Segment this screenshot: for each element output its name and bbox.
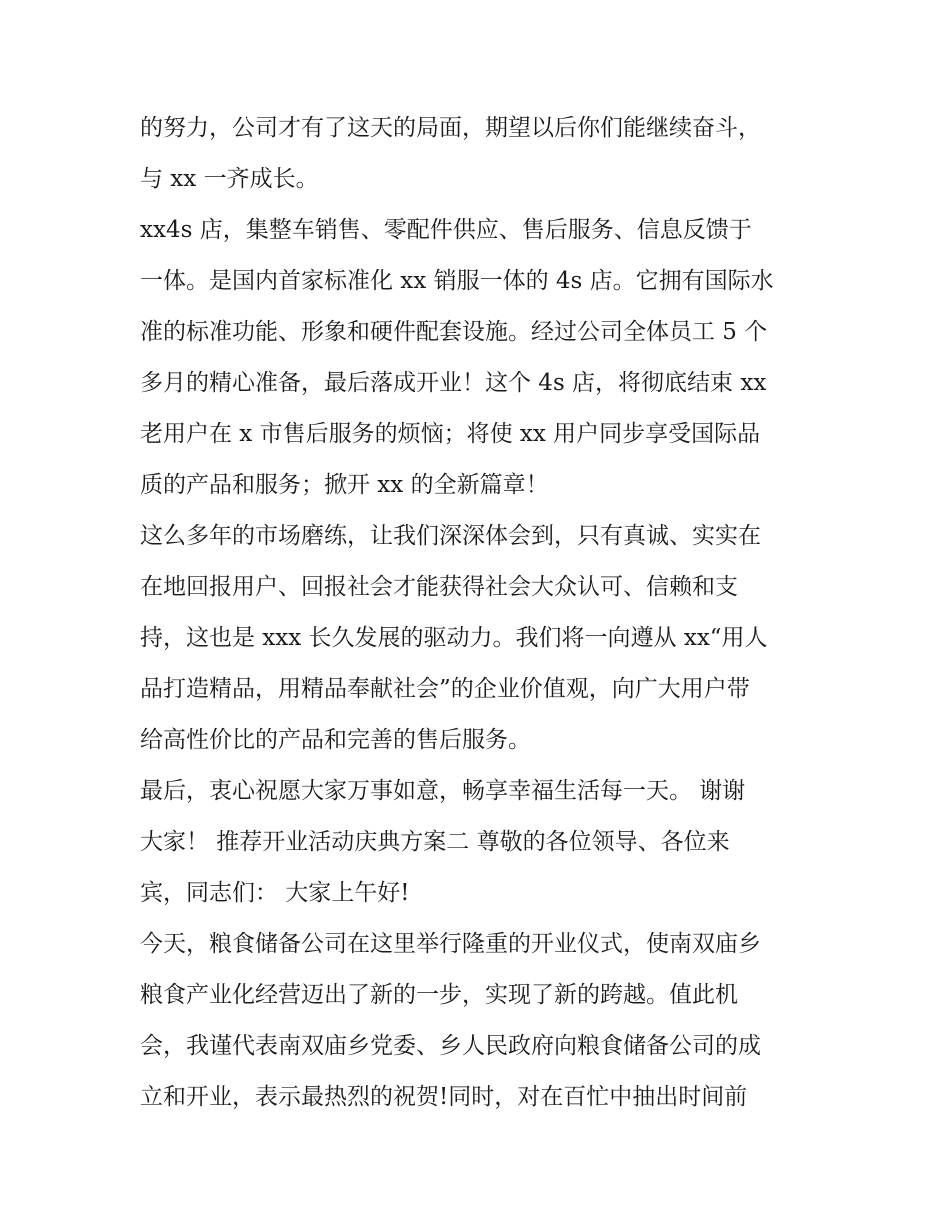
text-line: 宾，同志们： 大家上午好! <box>140 880 410 906</box>
text-line: 这么多年的市场磨练，让我们深深体会到，只有真诚、实实在 <box>140 523 761 549</box>
text-line: 持，这也是 xxx 长久发展的驱动力。我们将一向遵从 xx“用人 <box>140 625 768 651</box>
text-line: 老用户在 x 市售后服务的烦恼；将使 xx 用户同步享受国际品 <box>140 421 761 447</box>
text-line: 在地回报用户、回报社会才能获得社会大众认可、信赖和支 <box>140 574 738 600</box>
document-body <box>140 103 830 1123</box>
text-line: 立和开业，表示最热烈的祝贺!同时，对在百忙中抽出时间前 <box>140 1084 748 1110</box>
text-line: 的努力，公司才有了这天的局面，期望以后你们能继续奋斗， <box>140 115 761 141</box>
text-line: 最后，衷心祝愿大家万事如意，畅享幸福生活每一天。 谢谢 <box>140 778 746 804</box>
text-line: 一体。是国内首家标准化 xx 销服一体的 4s 店。它拥有国际水 <box>140 268 774 294</box>
text-line: 质的产品和服务；掀开 xx 的全新篇章！ <box>140 472 549 498</box>
text-line: 会，我谨代表南双庙乡党委、乡人民政府向粮食储备公司的成 <box>140 1033 761 1059</box>
text-line: 粮食产业化经营迈出了新的一步，实现了新的跨越。值此机 <box>140 982 738 1008</box>
text-line: xx4s 店，集整车销售、零配件供应、售后服务、信息反馈于 <box>140 217 752 243</box>
text-line: 大家！ 推荐开业活动庆典方案二 尊敬的各位领导、各位来 <box>140 829 730 855</box>
text-line: 今天，粮食储备公司在这里举行隆重的开业仪式，使南双庙乡 <box>140 931 761 957</box>
text-line: 品打造精品，用精品奉献社会”的企业价值观，向广大用户带 <box>140 676 750 702</box>
text-line: 与 xx 一齐成长。 <box>140 166 319 192</box>
text-line: 准的标准功能、形象和硬件配套设施。经过公司全体员工 5 个 <box>140 319 768 345</box>
text-line: 给高性价比的产品和完善的售后服务。 <box>140 727 531 753</box>
text-line: 多月的精心准备，最后落成开业！这个 4s 店，将彻底结束 xx <box>140 370 767 396</box>
